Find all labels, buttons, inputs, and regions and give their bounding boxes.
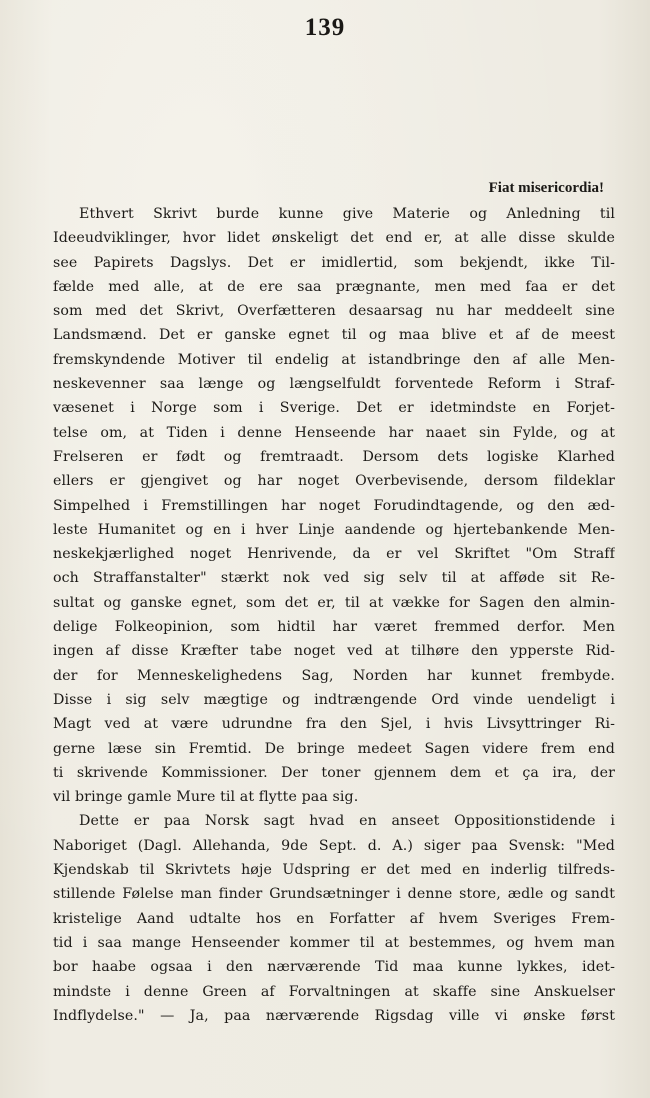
text-line: fremskyndende Motiver til endelig at istandbringe den af alle Men- — [53, 351, 615, 368]
text-line: Simpelhed i Fremstillingen har noget Forudindtagende, og den æd- — [53, 497, 615, 514]
text-line: mindste i denne Green af Forvaltningen at skaffe sine Anskuelser — [53, 983, 615, 1000]
text-line: ellers er gjengivet og har noget Overbevisende, dersom fildeklar — [53, 473, 615, 490]
text-line: Magt ved at være udrundne fra den Sjel, i hvis Livsyttringer Ri- — [53, 716, 615, 733]
text-line: der for Menneskelighedens Sag, Norden har kunnet frembyde. — [53, 667, 615, 684]
text-line: delige Folkeopinion, som hidtil har været fremmed derfor. Men — [53, 619, 615, 636]
text-line: och Straffanstalter" stærkt nok ved sig selv til at afføde sit Re- — [53, 570, 615, 587]
text-line: stillende Følelse man finder Grundsætninger i denne store, ædle og sandt — [53, 886, 615, 903]
text-line: som med det Skrivt, Overfætteren desaarsag nu har meddeelt sine — [53, 303, 615, 320]
text-line: bor haabe ogsaa i den nærværende Tid maa kunne lykkes, idet- — [53, 959, 615, 976]
text-line: Dette er paa Norsk sagt hvad en anseet Oppositionstidende i — [79, 813, 615, 830]
text-line: Frelseren er født og fremtraadt. Dersom dets logiske Klarhed — [53, 448, 615, 465]
text-line: neskekjærlighed noget Henrivende, da er vel Skriftet "Om Straff — [53, 546, 615, 563]
text-line: ti skrivende Kommissioner. Der toner gjennem dem et ça ira, der — [53, 764, 615, 781]
text-line: vil bringe gamle Mure til at flytte paa sig. — [53, 789, 359, 806]
text-line: Naboriget (Dagl. Allehanda, 9de Sept. d. A.) siger paa Svensk: "Med — [53, 837, 615, 854]
text-line: fælde med alle, at de ere saa prægnante, men med faa er det — [53, 278, 615, 295]
text-line: Ethvert Skrivt burde kunne give Materie og Anledning til — [79, 206, 615, 222]
text-line: kristelige Aand udtalte hos en Forfatter af hvem Sveriges Frem- — [53, 910, 615, 927]
text-line: ingen af disse Kræfter tabe noget ved at tilhøre den ypperste Rid- — [53, 643, 615, 660]
text-line: gerne læse sin Fremtid. De bringe medeet Sagen videre frem end — [53, 740, 615, 757]
section-heading: Fiat misericordia! — [488, 180, 604, 196]
text-line: væsenet i Norge som i Sverige. Det er idetmindste en Forjet- — [53, 400, 615, 417]
text-line: Disse i sig selv mægtige og indtrængende Ord vinde uendeligt i — [53, 691, 615, 708]
text-line: leste Humanitet og en i hver Linje aandende og hjertebankende Men- — [53, 521, 615, 538]
text-line: Kjendskab til Skrivtets høje Udspring er det med en inderlig tilfreds- — [53, 862, 615, 879]
text-line: Ideeudviklinger, hvor lidet ønskeligt det end er, at alle disse skulde — [53, 230, 615, 247]
page-number: 139 — [304, 14, 346, 41]
text-line: see Papirets Dagslys. Det er imidlertid, som bekjendt, ikke Til- — [53, 254, 615, 271]
text-line: sultat og ganske egnet, som det er, til at vække for Sagen den almin- — [53, 594, 615, 611]
text-line: Indflydelse." — Ja, paa nærværende Rigsdag ville vi ønske først — [53, 1007, 615, 1024]
text-line: tid i saa mange Henseender kommer til at bestemmes, og hvem man — [53, 934, 615, 951]
body-text — [53, 202, 615, 1028]
text-line: Landsmænd. Det er ganske egnet til og maa blive et af de meest — [53, 327, 615, 344]
text-line: neskevenner saa længe og længselfuldt forventede Reform i Straf- — [53, 376, 615, 393]
text-line: telse om, at Tiden i denne Henseende har naaet sin Fylde, og at — [53, 424, 615, 441]
